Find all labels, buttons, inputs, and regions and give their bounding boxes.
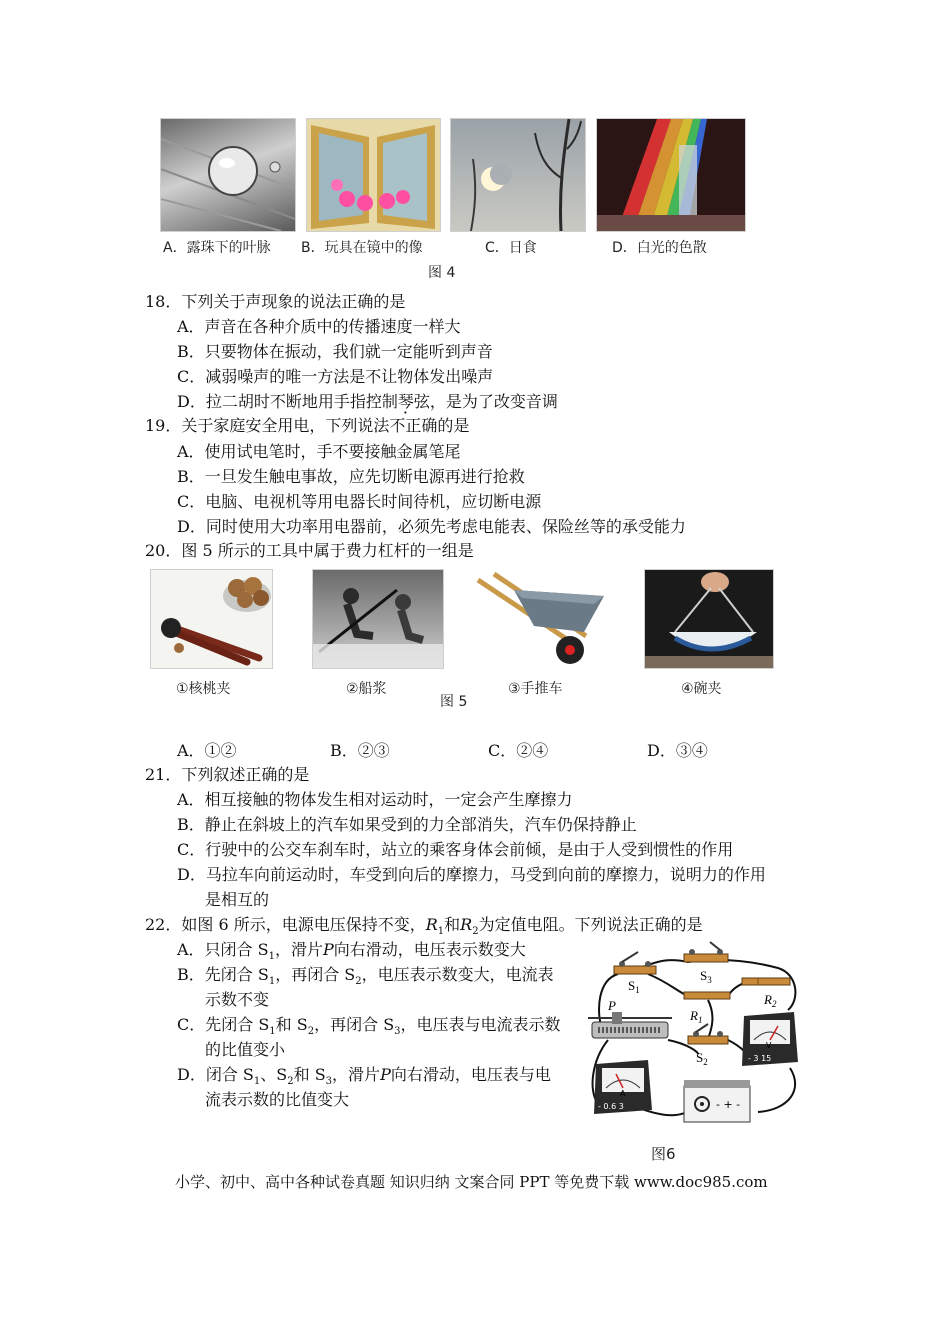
rowing-illustration xyxy=(313,570,443,668)
mirror-toys-illustration xyxy=(307,119,440,231)
q22-option-b-continued: 示数不变 xyxy=(205,990,270,1009)
q22-stem-part-b: 为定值电阻。下列说法正确的是 xyxy=(478,915,703,934)
photo-bowl-clamp xyxy=(644,569,774,669)
fig5-label: 图 5 xyxy=(440,694,468,710)
fig4-label: 图 4 xyxy=(428,265,456,281)
page-footer: 小学、初中、高中各种试卷真题 知识归纳 文案合同 PPT 等免费下载 www.doc985.com xyxy=(175,1173,768,1191)
fig6-label: 图6 xyxy=(651,1145,676,1163)
circuit-figure-6 xyxy=(578,940,808,1130)
q22-a-sub: 1 xyxy=(268,951,275,963)
photo-nutcracker xyxy=(150,569,273,669)
q22-c-text-1: C．先闭合 S xyxy=(177,1015,270,1034)
slider-p xyxy=(612,1012,622,1024)
q21-option-d: D．马拉车向前运动时，车受到向后的摩擦力，马受到向前的摩擦力，说明力的作用 xyxy=(177,865,766,884)
q22-d-text-2: 、S xyxy=(260,1065,288,1084)
q22-d-text-1: D．闭合 S xyxy=(177,1065,254,1084)
q19-stem-post: 确的是 xyxy=(421,416,470,435)
q18-option-c: C．减弱噪声的唯一方法是不让物体发出噪声 xyxy=(177,367,494,386)
q19-stem-pre: 19．关于家庭安全用电，下列说法 xyxy=(145,416,390,435)
fig5-caption-1: ①核桃夹 xyxy=(176,681,231,697)
q19-option-c: C．电脑、电视机等用电器长时间待机，应切断电源 xyxy=(177,492,542,511)
resistor-r1 xyxy=(684,992,730,999)
photo-dewdrop-leaf xyxy=(160,118,296,232)
fig4-caption-a: A．露珠下的叶脉 xyxy=(163,240,271,256)
q22-a-p: P xyxy=(323,940,334,959)
q18-option-b: B．只要物体在振动，我们就一定能听到声音 xyxy=(177,342,493,361)
q22-r1-symbol: R xyxy=(425,915,438,934)
voltmeter xyxy=(742,1012,798,1066)
q22-d-p: P xyxy=(380,1065,391,1084)
q22-d-text-3: 和 S xyxy=(293,1065,326,1084)
q20-option-c: C．②④ xyxy=(488,741,549,760)
q22-stem-part-a: 22．如图 6 所示，电源电压保持不变， xyxy=(145,915,426,934)
ammeter xyxy=(594,1060,652,1114)
switch-s2 xyxy=(688,1024,728,1044)
q21-option-c: C．行驶中的公交车刹车时，站立的乘客身体会前倾，是由于人受到惯性的作用 xyxy=(177,840,734,859)
q22-c-text-2: 和 S xyxy=(275,1015,308,1034)
q22-r2-subscript: 2 xyxy=(472,926,479,938)
q19-stem-emphasis: 不正 xyxy=(389,416,422,435)
q22-d-sub-3: 3 xyxy=(325,1076,333,1088)
q22-r2-symbol: R xyxy=(460,915,473,934)
q22-d-text-4: ，滑片 xyxy=(332,1065,381,1084)
fig5-caption-4: ④碗夹 xyxy=(681,681,722,697)
fig5-caption-3: ③手推车 xyxy=(508,681,563,697)
q22-d-sub-2: 2 xyxy=(287,1076,294,1088)
label-p: P xyxy=(608,998,616,1013)
label-r1: $R_1$ xyxy=(690,1008,703,1025)
nutcracker-illustration xyxy=(151,570,272,668)
rheostat xyxy=(588,1012,672,1038)
ammeter-scale: - 0.6 3 xyxy=(598,1102,624,1111)
fig5-caption-2: ②船浆 xyxy=(346,681,387,697)
q20-stem: 20．图 5 所示的工具中属于费力杠杆的一组是 xyxy=(145,541,474,560)
resistor-r2 xyxy=(742,978,790,985)
voltmeter-symbol: V xyxy=(766,1041,772,1050)
q21-option-a: A．相互接触的物体发生相对运动时，一定会产生摩擦力 xyxy=(177,790,573,809)
q20-option-a: A．①② xyxy=(177,741,237,760)
q22-a-text-1: A．只闭合 S xyxy=(177,940,269,959)
q22-r1-subscript: 1 xyxy=(437,926,445,938)
q22-c-sub-3: 3 xyxy=(394,1026,401,1038)
q22-a-text-2: ，滑片 xyxy=(274,940,323,959)
photo-solar-eclipse xyxy=(450,118,586,232)
q19-option-a: A．使用试电笔时，手不要接触金属笔尾 xyxy=(177,442,461,461)
q22-b-text-2: ，再闭合 S xyxy=(275,965,356,984)
q22-c-sub-1: 1 xyxy=(269,1026,276,1038)
photo-wheelbarrow xyxy=(473,569,609,669)
photo-mirror-toys xyxy=(306,118,441,232)
q22-b-sub-2: 2 xyxy=(355,976,362,988)
q22-option-c-continued: 的比值变小 xyxy=(205,1040,286,1059)
bowl-clamp-illustration xyxy=(645,570,773,668)
photo-rowing-oar xyxy=(312,569,444,669)
q22-a-text-3: 向右滑动，电压表示数变大 xyxy=(333,940,526,959)
label-r2: $R_2$ xyxy=(764,992,777,1009)
switch-s1 xyxy=(614,952,656,974)
switch-s3 xyxy=(684,942,728,962)
dewdrop-illustration xyxy=(161,119,295,231)
q19-option-b: B．一旦发生触电事故，应先切断电源再进行抢救 xyxy=(177,467,525,486)
power-supply xyxy=(684,1080,750,1122)
q19-stem xyxy=(145,415,469,437)
label-s3: $S_3$ xyxy=(700,968,712,985)
q22-c-sub-2: 2 xyxy=(307,1026,315,1038)
q20-option-b: B．②③ xyxy=(330,741,390,760)
ammeter-symbol: A xyxy=(620,1089,626,1098)
q22-stem-and: 和 xyxy=(444,915,461,934)
photo-prism-dispersion xyxy=(596,118,746,232)
q21-option-d-continued: 是相互的 xyxy=(205,890,270,909)
label-s1: $S_1$ xyxy=(628,978,640,995)
label-s2: $S_2$ xyxy=(696,1050,708,1067)
q22-d-text-5: 向右滑动，电压表与电 xyxy=(390,1065,551,1084)
q18-stem: 18．下列关于声现象的说法正确的是 xyxy=(145,292,406,311)
q22-b-text-3: ，电压表示数变大，电流表 xyxy=(361,965,554,984)
eclipse-illustration xyxy=(451,119,585,231)
prism-illustration xyxy=(597,119,745,231)
q18-option-a: A．声音在各种介质中的传播速度一样大 xyxy=(177,317,461,336)
q20-option-d: D．③④ xyxy=(647,741,708,760)
q21-option-b: B．静止在斜坡上的汽车如果受到的力全部消失，汽车仍保持静止 xyxy=(177,815,637,834)
fig4-caption-d: D．白光的色散 xyxy=(612,240,707,256)
q19-option-d: D．同时使用大功率用电器前，必须先考虑电能表、保险丝等的承受能力 xyxy=(177,517,686,536)
q22-b-sub-1: 1 xyxy=(268,976,276,988)
fig4-caption-c: C．日食 xyxy=(485,240,537,256)
q22-d-sub-1: 1 xyxy=(253,1076,261,1088)
q22-c-text-4: ，电压表与电流表示数 xyxy=(400,1015,561,1034)
power-terminals-icon: - + - xyxy=(716,1098,741,1111)
q22-option-d-continued: 流表示数的比值变大 xyxy=(205,1090,350,1109)
q21-stem: 21．下列叙述正确的是 xyxy=(145,765,310,784)
q22-b-text-1: B．先闭合 S xyxy=(177,965,269,984)
wheelbarrow-illustration xyxy=(474,570,608,668)
q22-c-text-3: ，再闭合 S xyxy=(314,1015,395,1034)
q18-option-d: D．拉二胡时不断地用手指控制琴弦，是为了改变音调 xyxy=(177,392,558,411)
voltmeter-scale: - 3 15 xyxy=(748,1054,772,1063)
fig4-caption-b: B．玩具在镜中的像 xyxy=(301,240,423,256)
